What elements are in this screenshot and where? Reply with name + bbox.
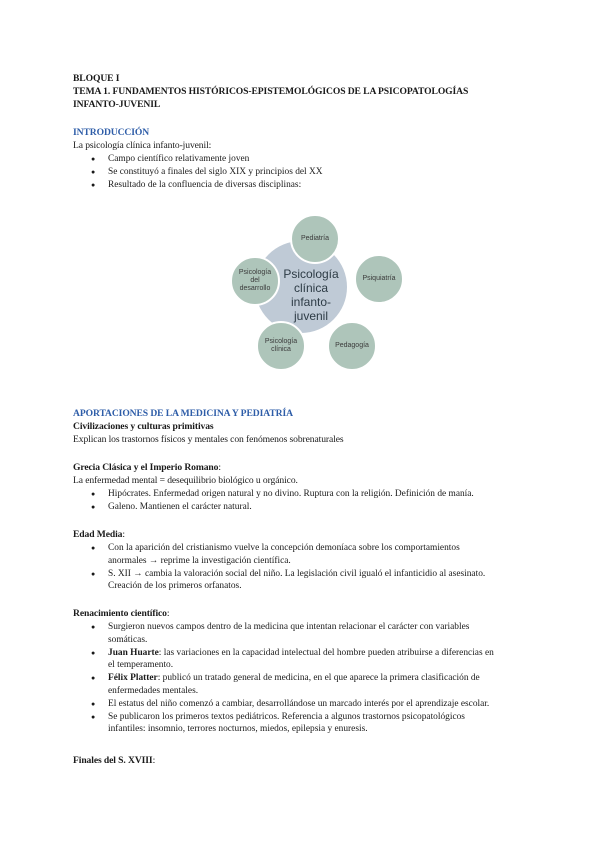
intro-list — [73, 153, 323, 191]
primitive-text: Explican los trastornos físicos y mentales con fenómenos sobrenaturales — [73, 434, 344, 445]
list-item: ● Surgieron nuevos campos dentro de la medicina que intentan relacionar el carácter con variables somáticas. — [73, 621, 494, 647]
renaissance-list — [73, 621, 494, 736]
greece-text: La enfermedad mental = desequilibrio biológico u orgánico. — [73, 475, 298, 486]
list-item: ● Se publicaron los primeros textos pediátricos. Referencia a algunos trastornos psicopatológicos infantiles: insomnio, terrores nocturnos, miedos, epilepsia y enuresis. — [73, 711, 494, 737]
node-label-pediatria: Pediatría — [300, 235, 330, 242]
block-title: BLOQUE I — [73, 73, 120, 84]
intro-lead: La psicología clínica infanto-juvenil: — [73, 140, 212, 151]
list-item: ● Hipócrates. Enfermedad origen natural y no divino. Ruptura con la religión. Definición de manía. — [73, 488, 474, 501]
renaissance-title-line: Renacimiento científico: — [73, 608, 170, 619]
node-label-psicologia-clinica: Psicología clínica — [264, 338, 298, 353]
list-item: ● El estatus del niño comenzó a cambiar, desarrollándose un marcado interés por el aprendizaje escolar. — [73, 698, 494, 711]
list-item: ● Se constituyó a finales del siglo XIX y principios del XX — [73, 166, 323, 179]
medicine-heading: APORTACIONES DE LA MEDICINA Y PEDIATRÍA — [73, 408, 293, 419]
intro-heading: INTRODUCCIÓN — [73, 127, 150, 138]
primitive-title: Civilizaciones y culturas primitivas — [73, 421, 214, 432]
center-label: Psicología clínica infanto- juvenil — [283, 267, 339, 323]
list-item: ● Galeno. Mantienen el carácter natural. — [73, 501, 474, 514]
list-item: ● Félix Platter: publicó un tratado general de medicina, en el que aparece la primera clasificación de enfermedades mentales. — [73, 672, 494, 698]
node-label-psiquiatria: Psiquiatría — [362, 275, 396, 282]
greece-list — [73, 488, 474, 514]
theme-title-line-2: INFANTO-JUVENIL — [73, 99, 161, 110]
greece-title-line: Grecia Clásica y el Imperio Romano: — [73, 462, 221, 473]
disciplines-diagram — [228, 215, 396, 375]
late-18th-title-line: Finales del S. XVIII: — [73, 755, 156, 766]
node-label-pedagogia: Pedagogía — [335, 342, 369, 349]
middle-ages-title-line: Edad Media: — [73, 529, 125, 540]
list-item: ● Resultado de la confluencia de diversas disciplinas: — [73, 179, 323, 192]
list-item: ● S. XII → cambia la valoración social del niño. La legislación civil igualó el infanticidio al asesinato. Creación de los primeros orfanatos. — [73, 568, 485, 594]
list-item: ● Campo científico relativamente joven — [73, 153, 323, 166]
list-item: ● Juan Huarte: las variaciones en la capacidad intelectual del hombre pueden atribuirse a diferencias en el temperamento. — [73, 647, 494, 673]
middle-ages-list — [73, 542, 485, 593]
node-label-psicologia-desarrollo: Psicología del desarrollo — [238, 269, 272, 292]
theme-title-line-1: TEMA 1. FUNDAMENTOS HISTÓRICOS-EPISTEMOLÓGICOS DE LA PSICOPATOLOGÍAS — [73, 86, 469, 97]
list-item: ● Con la aparición del cristianismo vuelve la concepción demoníaca sobre los comportamientos anormales → reprime la investigación científica. — [73, 542, 485, 568]
